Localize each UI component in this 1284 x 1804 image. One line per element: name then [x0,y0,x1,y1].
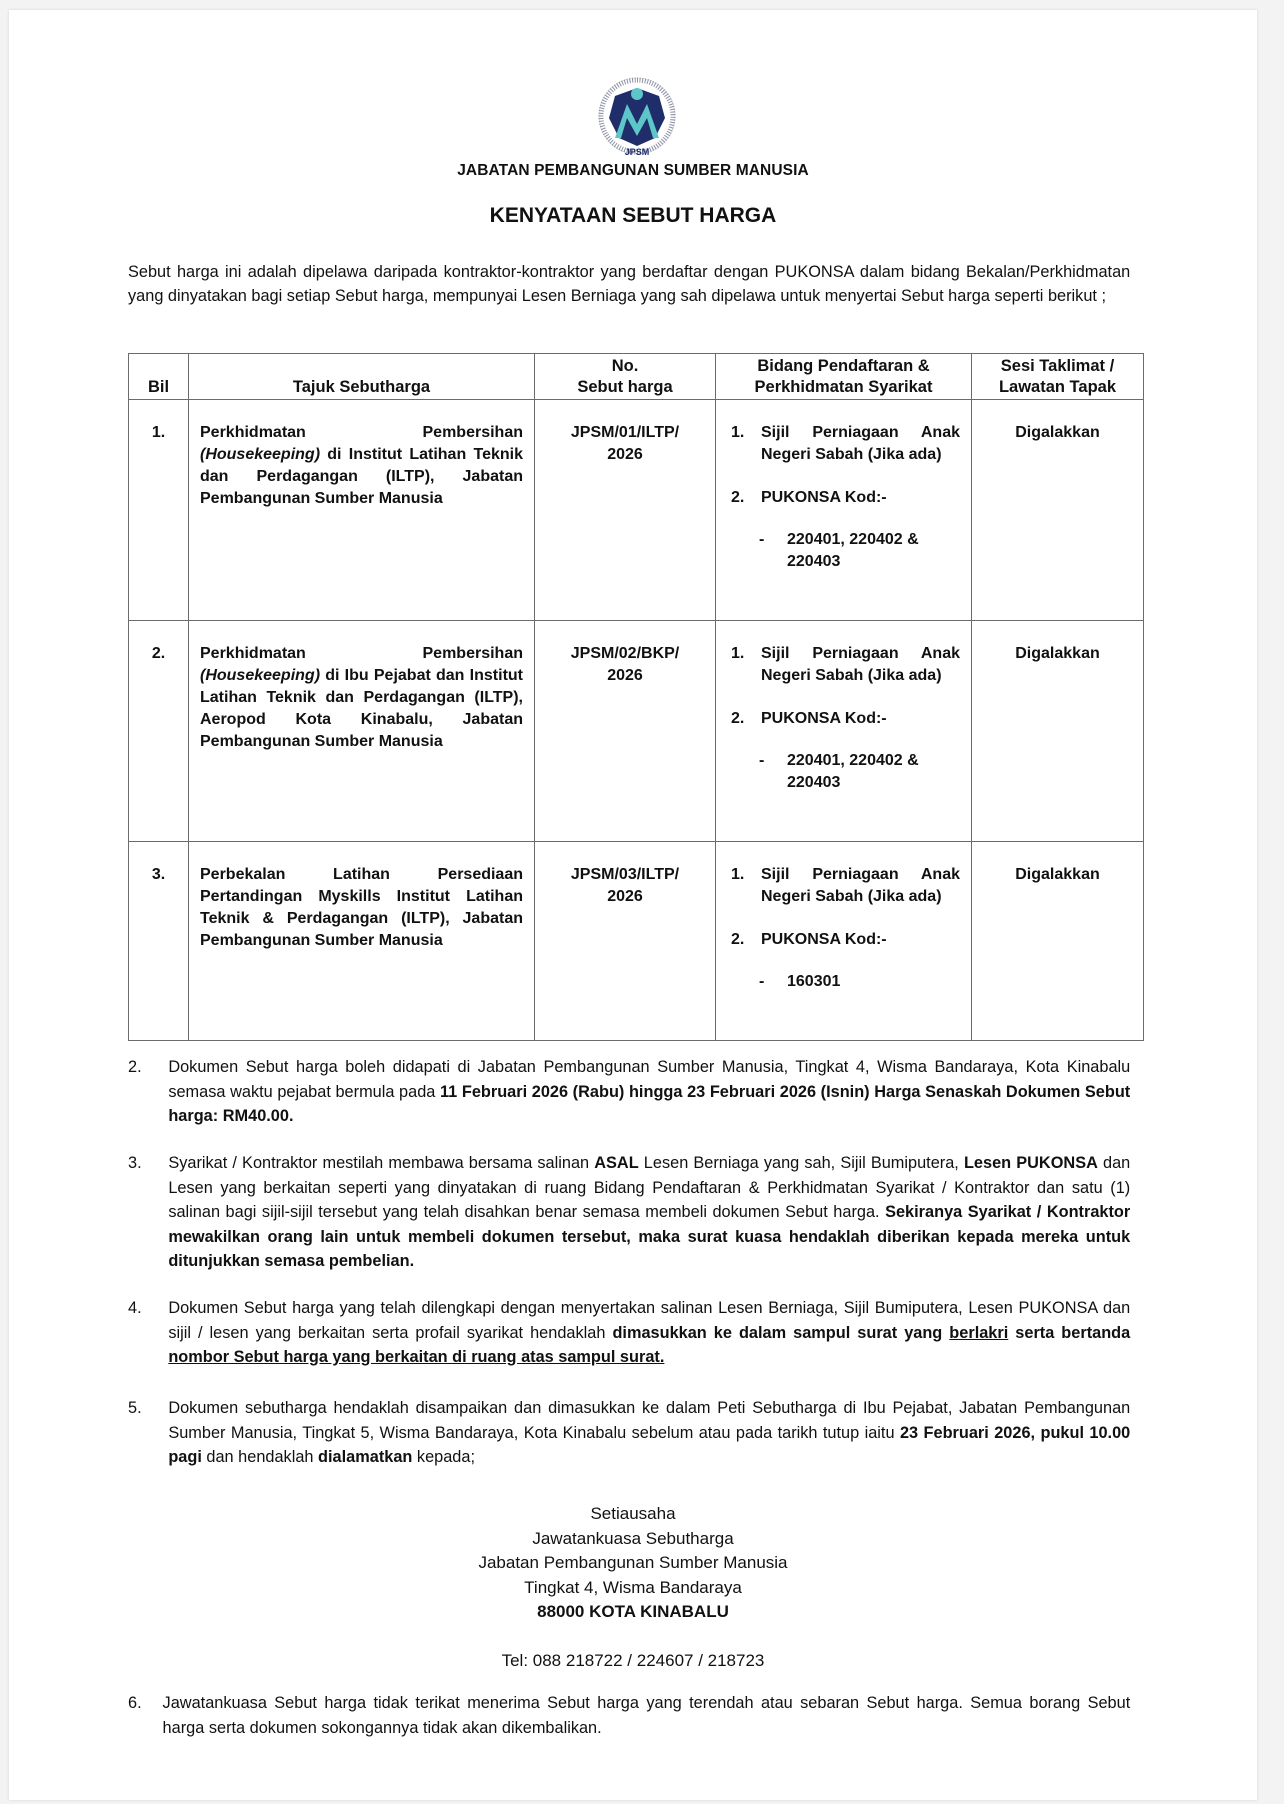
address-line: Setiausaha [590,1504,676,1523]
cell-bidang [716,842,972,1041]
header-tajuk: Tajuk Sebutharga [189,354,535,400]
table-header-row [129,354,1144,400]
cell-sesi: Digalakkan [972,621,1144,842]
document-page [9,10,1257,1800]
cell-bil: 2. [129,621,189,842]
intro-text: Sebut harga ini adalah dipelawa daripada kontraktor-kontraktor yang berdaftar dengan PUKONSA dalam bidang Bekalan/Perkhidmatan yang dinyatakan bagi setiap Sebut harga, mempunyai Lesen Berniaga yang sah dipelawa untuk menyertai Sebut harga seperti berikut ; [128,262,1131,305]
cell-tajuk: Perkhidmatan Pembersihan (Housekeeping) di Institut Latihan Teknik dan Perdagangan (ILTP), Jabatan Pembangunan Sumber Manusia [189,400,535,621]
table-row [129,621,1144,842]
paragraph-5: 5. Dokumen sebutharga hendaklah disampaikan dan dimasukkan ke dalam Peti Sebutharga di Ibu Pejabat, Jabatan Pembangunan Sumber Manusia, Tingkat 5, Wisma Bandaraya, Kota Kinabalu sebelum atau pada tarikh tutup iaitu 23 Februari 2026, pukul 10.00 pagi dan hendaklah dialamatkan kepada; [128,1398,1131,1466]
cell-sebut-harga-no: JPSM/03/ILTP/ 2026 [535,842,716,1041]
pukonsa-codes: - 160301 [759,973,841,990]
cell-sebut-harga-no: JPSM/01/ILTP/ 2026 [535,400,716,621]
header-bil: Bil [129,354,189,400]
table-row [129,400,1144,621]
tender-table [128,353,1144,1041]
paragraph-3: 3. Syarikat / Kontraktor mestilah membawa bersama salinan ASAL Lesen Berniaga yang sah, Sijil Bumiputera, Lesen PUKONSA dan Lesen yang berkaitan seperti yang dinyatakan di ruang Bidang Pendaftaran & Perkhidmatan Syarikat / Kontraktor dan satu (1) salinan bagi sijil-sijil tersebut yang telah disahkan benar semasa membeli dokumen Sebut harga. Sekiranya Syarikat / Kontraktor mewakilkan orang lain untuk membeli dokumen tersebut, maka surat kuasa hendaklah diberikan kepada mereka untuk ditunjukkan semasa pembelian. [128,1153,1131,1270]
cell-tajuk: Perbekalan Latihan Persediaan Pertandingan Myskills Institut Latihan Teknik & Perdagangan (ILTP), Jabatan Pembangunan Sumber Manusia [189,842,535,1041]
header-bidang: Bidang Pendaftaran & Perkhidmatan Syarikat [716,354,972,400]
cell-bidang [716,400,972,621]
cell-bil: 3. [129,842,189,1041]
cell-bidang [716,621,972,842]
requirement-item: 2. PUKONSA Kod:- [731,489,887,506]
cell-tajuk: Perkhidmatan Pembersihan (Housekeeping) di Ibu Pejabat dan Institut Latihan Teknik dan Perdagangan (ILTP), Aeropod Kota Kinabalu, Jabatan Pembangunan Sumber Manusia [189,621,535,842]
logo-label: JPSM [624,147,650,157]
requirement-item: 1. Sijil Perniagaan Anak Negeri Sabah (Jika ada) [731,866,960,905]
address-line: Tingkat 4, Wisma Bandaraya [524,1577,742,1597]
paragraph-6: 6. Jawatankuasa Sebut harga tidak terikat menerima Sebut harga yang terendah atau sebaran Sebut harga. Semua borang Sebut harga serta dokumen sokongannya tidak akan dikembalikan. [128,1693,1131,1737]
requirement-item: 1. Sijil Perniagaan Anak Negeri Sabah (Jika ada) [731,645,960,684]
paragraph-2: 2. Dokumen Sebut harga boleh didapati di Jabatan Pembangunan Sumber Manusia, Tingkat 4, Wisma Bandaraya, Kota Kinabalu semasa waktu pejabat bermula pada 11 Februari 2026 (Rabu) hingga 23 Februari 2026 (Isnin) Harga Senaskah Dokumen Sebut harga: RM40.00. [128,1057,1131,1125]
document-title: KENYATAAN SEBUT HARGA [489,204,777,227]
header-no: No. Sebut harga [535,354,716,400]
mailing-address [9,1502,1257,1625]
requirement-item: 2. PUKONSA Kod:- [731,710,887,727]
table-row [129,842,1144,1041]
department-name: JABATAN PEMBANGUNAN SUMBER MANUSIA [457,162,809,179]
requirement-item: 2. PUKONSA Kod:- [731,931,887,948]
jpsm-logo-icon [593,76,681,158]
address-line: Jabatan Pembangunan Sumber Manusia [478,1553,788,1572]
address-line: Jawatankuasa Sebutharga [532,1528,734,1548]
pukonsa-codes: - 220401, 220402 & 220403 [759,531,919,570]
cell-sesi: Digalakkan [972,400,1144,621]
paragraph-4: 4. Dokumen Sebut harga yang telah dilengkapi dengan menyertakan salinan Lesen Berniaga, Sijil Bumiputera, Lesen PUKONSA dan sijil / lesen yang berkaitan serta profail syarikat hendaklah dimasukkan ke dalam sampul surat yang berlakri serta bertanda nombor Sebut harga yang berkaitan di ruang atas sampul surat. [128,1298,1131,1366]
address-postcode-city: 88000 KOTA KINABALU [537,1602,729,1621]
cell-sesi: Digalakkan [972,842,1144,1041]
cell-sebut-harga-no: JPSM/02/BKP/ 2026 [535,621,716,842]
intro-paragraph [128,260,1131,308]
header-sesi: Sesi Taklimat / Lawatan Tapak [972,354,1144,400]
cell-bil: 1. [129,400,189,621]
telephone-numbers: Tel: 088 218722 / 224607 / 218723 [501,1651,765,1670]
pukonsa-codes: - 220401, 220402 & 220403 [759,752,919,791]
requirement-item: 1. Sijil Perniagaan Anak Negeri Sabah (Jika ada) [731,424,960,463]
